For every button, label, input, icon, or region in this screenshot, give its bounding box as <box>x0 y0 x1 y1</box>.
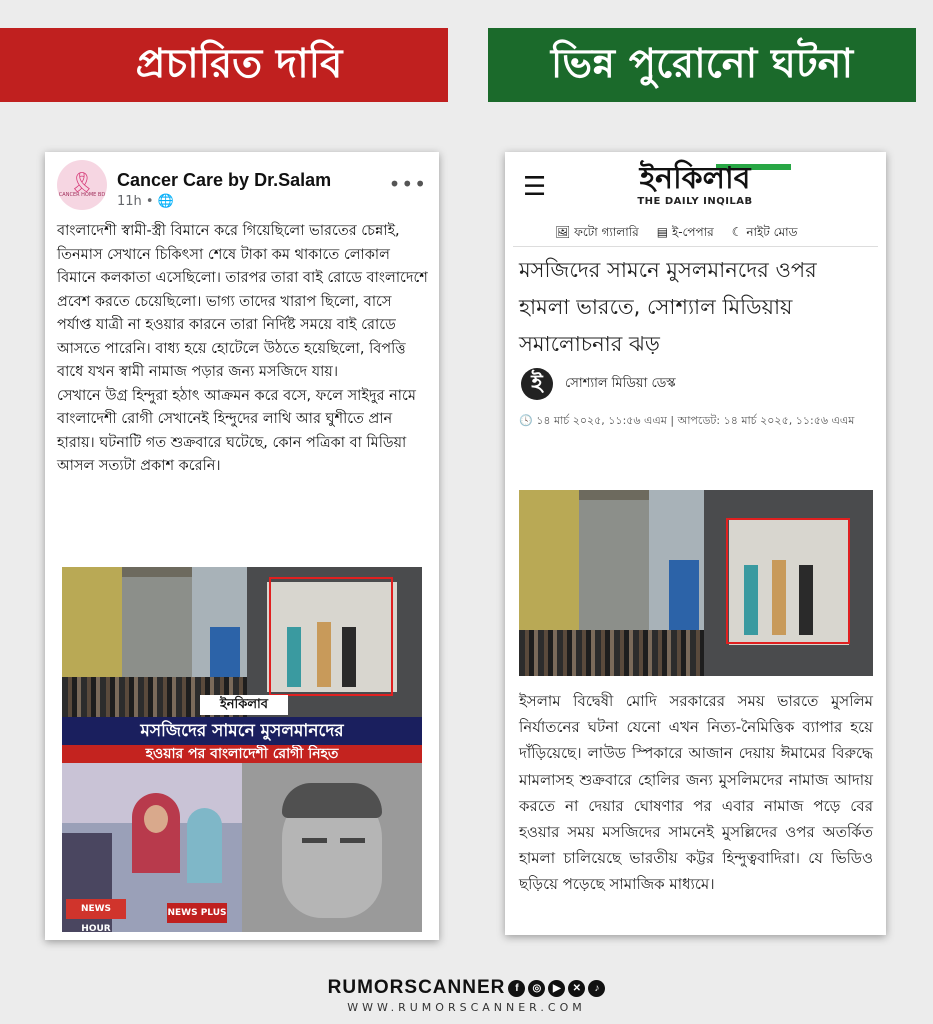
x-icon[interactable]: ✕ <box>568 980 585 997</box>
page-name[interactable]: Cancer Care by Dr.Salam <box>117 170 332 190</box>
inqilab-logo[interactable] <box>597 162 793 207</box>
youtube-icon[interactable]: ▶ <box>548 980 565 997</box>
post-text <box>57 220 429 479</box>
post-image[interactable] <box>62 567 422 932</box>
article-body: ইসলাম বিদ্বেষী মোদি সরকারের সময় ভারতে মুসলিম নির্যাতনের ঘটনা যেনো এখন নিত্য-নৈমিত্তিক ব্যাপার হয়ে দাঁড়িয়েছে। লাউড স্পিকারে আজান দেয়ায় ঈমামের বিরুদ্ধে মামলাসহ শুক্রবারে হোলির জন্য মুসলিমদের নামাজ আদায় করতে না দেয়ার ঘোষণার পর এবার নামাজ পড়ে বের হওয়ার সময় মসজিদের সামনেই মুসল্লিদের ওপর অতর্কিত হামলা চালিয়েছে ভারতীয় কট্টর হিন্দুত্ববাদিরা। যে ভিডিও ছড়িয়ে পড়েছে সামাজিক মাধ্যমে। <box>519 692 873 894</box>
divider <box>513 246 878 247</box>
facebook-icon[interactable]: f <box>508 980 525 997</box>
tiktok-icon[interactable]: ♪ <box>588 980 605 997</box>
facebook-post-card <box>45 152 439 940</box>
photo-gallery-icon: 🖼 <box>555 225 571 239</box>
street-scene-image <box>519 490 704 676</box>
logo-sub: THE DAILY INQILAB <box>637 196 753 207</box>
globe-icon: 🌐 <box>157 194 174 209</box>
nav-label: ই-পেপার <box>671 225 714 239</box>
instagram-icon[interactable]: ◎ <box>528 980 545 997</box>
website-url[interactable]: WWW.RUMORSCANNER.COM <box>347 1001 586 1014</box>
ribbon-icon: 🎗 <box>69 170 95 194</box>
mic-label-2: NEWS PLUS <box>167 903 227 923</box>
post-header <box>57 160 427 210</box>
image-headline-1: মসজিদের সামনে মুসলমানদের <box>62 717 422 745</box>
nav-label: ফটো গ্যালারি <box>574 225 639 239</box>
mic-label-1: NEWS HOUR <box>66 899 126 919</box>
author-avatar: ই <box>521 368 553 400</box>
post-time[interactable] <box>117 194 174 209</box>
nav-night-mode[interactable] <box>732 224 798 244</box>
clock-icon: 🕓 <box>519 414 533 427</box>
brand-footer <box>0 977 933 999</box>
nav-epaper[interactable] <box>657 224 714 244</box>
post-paragraph-1: বাংলাদেশী স্বামী-স্ত্রী বিমানে করে গিয়েছিলো ভারতের চেন্নাই, তিনমাস সেখানে চিকিৎসা শেষে টাকা কম থাকাতে লোকাল বিমানে কলকাতা এসেছিলো। তারপর তারা বাই রোডে বাংলাদেশে প্রবেশ করতে চেয়েছিলো। ভাগ্য তাদের খারাপ ছিলো, বাসে পর্যাপ্ত যাত্রী না হওয়ার কারনে তারা নির্দিষ্ট সময়ে বাই রোডে আসতে পারেনি। বাধ্য হয়ে হোটেলে উঠতে হয়েছিলো, বিপত্তি বাধে যখন স্বামী নামাজ পড়ার জন্য মসজিদে যায়। <box>57 223 428 380</box>
hamburger-menu-icon[interactable]: ☰ <box>523 172 547 202</box>
press-scene-image <box>62 763 242 932</box>
dateline-text: ১৪ মার্চ ২০২৫, ১১:৫৬ এএম | আপডেট: ১৪ মার্চ ২০২৫, ১১:৫৬ এএম <box>536 414 855 427</box>
post-time-text: 11h • <box>117 194 154 209</box>
nav-photo-gallery[interactable] <box>555 224 639 244</box>
inqilab-article-card <box>505 152 886 935</box>
image-headline-2: হওয়ার পর বাংলাদেশী রোগী নিহত <box>62 745 422 763</box>
top-nav <box>555 224 797 244</box>
avatar-text: CANCER HOME BD <box>58 192 106 198</box>
avatar[interactable] <box>57 160 107 210</box>
nav-label: নাইট মোড <box>746 225 798 239</box>
portrait-image <box>242 763 422 932</box>
article-author[interactable]: সোশ্যাল মিডিয়া ডেস্ক <box>565 376 676 391</box>
moon-icon: ☾ <box>731 225 743 239</box>
fact-banner: ভিন্ন পুরোনো ঘটনা <box>488 28 916 102</box>
post-paragraph-2: সেখানে উগ্র হিন্দুরা হঠাৎ আক্রমন করে বসে, ফলে সাইদুর নামে বাংলাদেশী রোগী সেখানেই হিন্দুদের লাথি আর ঘুশীতে প্রান হারায়। ঘটনাটি গত শুক্রবারে ঘটেছে, কোন পত্রিকা বা মিডিয়া আসল সত্যটা প্রকাশ করেনি। <box>57 387 416 474</box>
article-dateline <box>519 412 854 431</box>
epaper-icon: ▤ <box>656 225 669 239</box>
brand-name: RUMORSCANNER <box>327 977 506 998</box>
more-dots-icon[interactable]: ••• <box>388 172 427 196</box>
attack-scene-image <box>704 490 873 676</box>
logo-main: ইনকিলাব <box>639 161 751 196</box>
claim-banner: প্রচারিত দাবি <box>0 28 448 102</box>
article-image[interactable] <box>519 490 873 676</box>
inqilab-logo-small: ইনকিলাব <box>200 695 288 715</box>
article-headline[interactable]: মসজিদের সামনে মুসলমানদের ওপর হামলা ভারতে, সোশ্যাল মিডিয়ায় সমালোচনার ঝড় <box>519 258 817 356</box>
